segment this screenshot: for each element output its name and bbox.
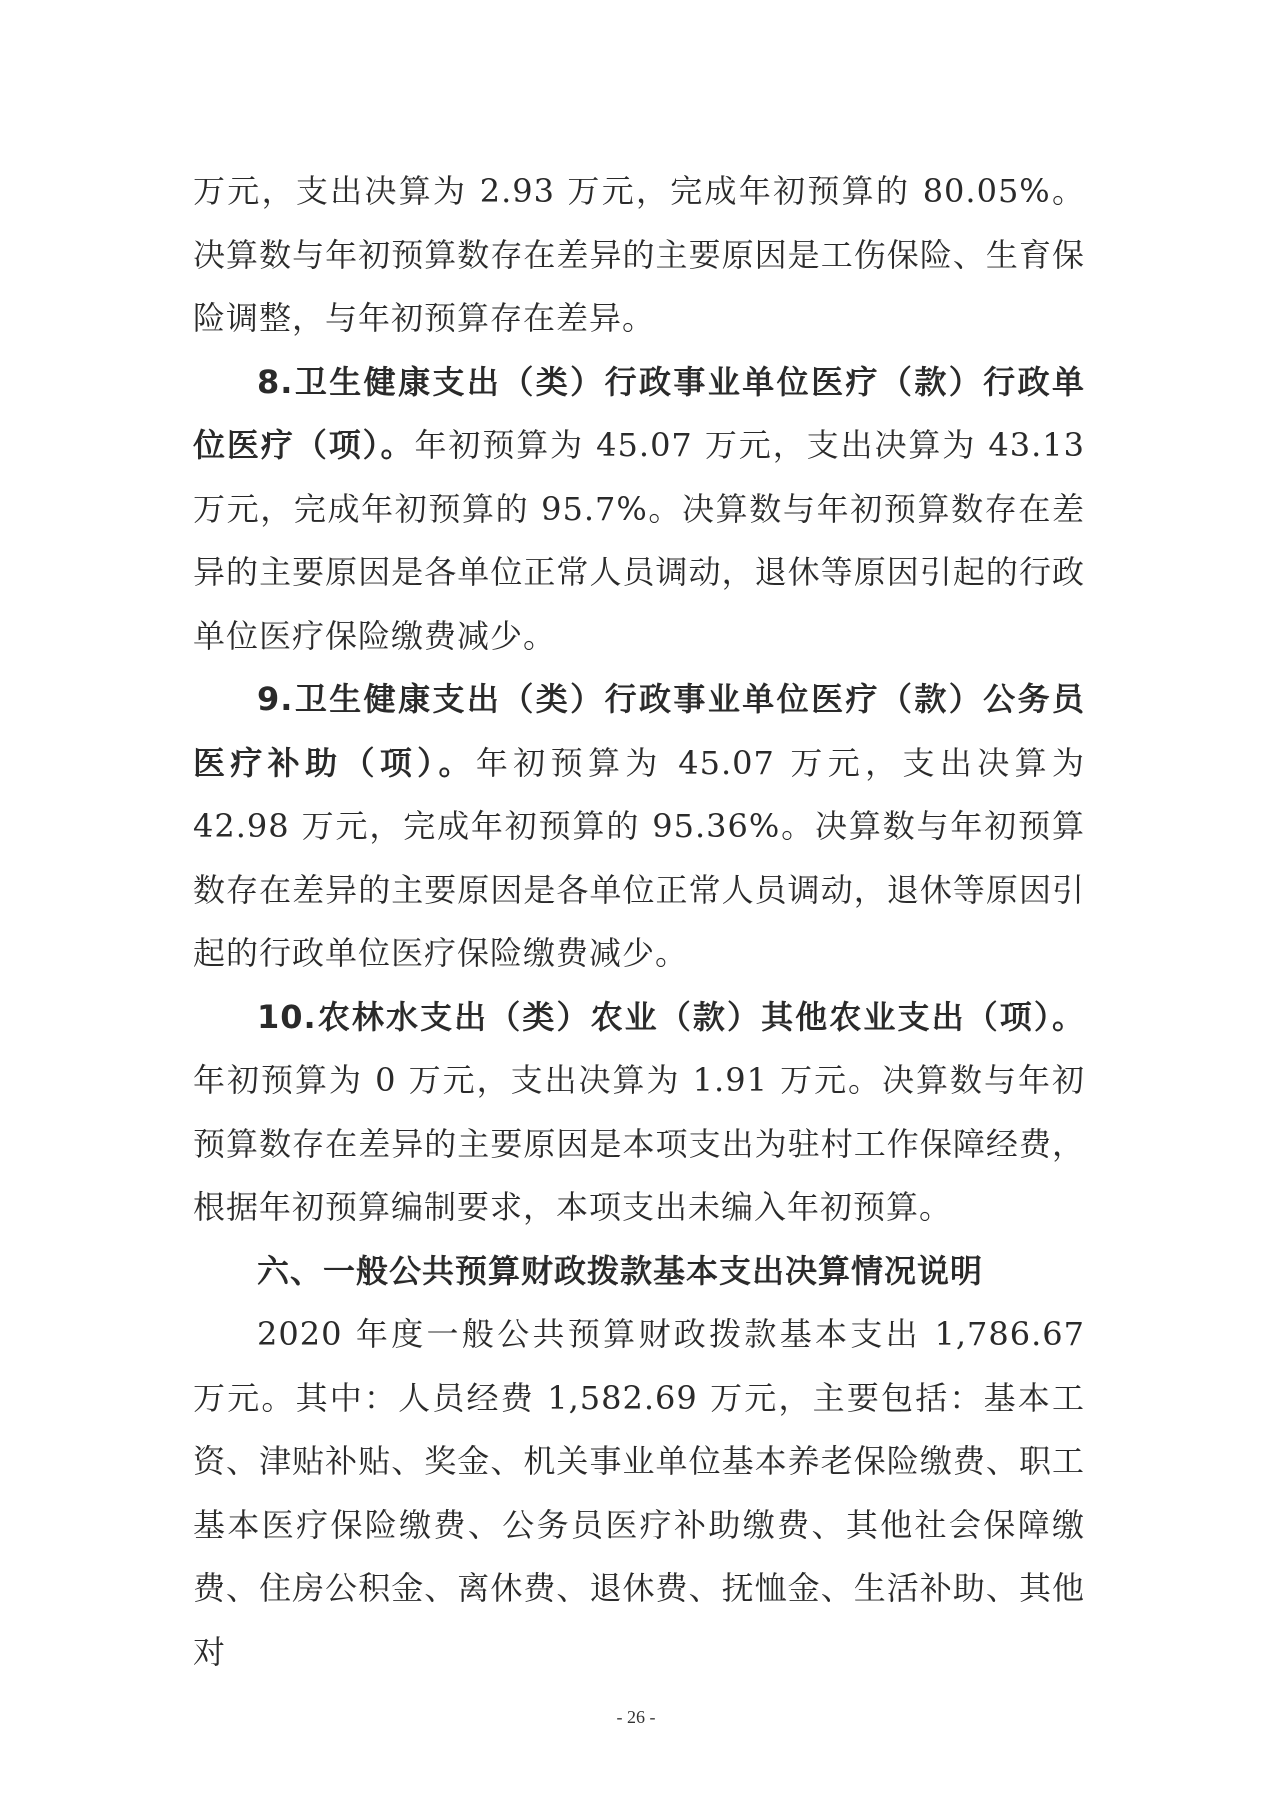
paragraph-text: 年初预算为 45.07 万元，支出决算为 43.13 万元，完成年初预算的 95.7%。决算数与年初预算数存在差异的主要原因是各单位正常人员调动，退休等原因引起的行政单位医疗保险缴费减少。	[193, 426, 1085, 655]
item-heading: 9.卫生健康支出（类）行政事业单位医疗（款）公务员医疗补助（项）。	[193, 680, 1085, 782]
paragraph-text: 年初预算为 45.07 万元，支出决算为 42.98 万元，完成年初预算的 95.36%。决算数与年初预算数存在差异的主要原因是各单位正常人员调动，退休等原因引起的行政单位医疗保险缴费减少。	[193, 743, 1085, 972]
paragraph-item-8	[193, 351, 1085, 669]
paragraph-continuation	[193, 160, 1085, 351]
paragraph-text: 万元，支出决算为 2.93 万元，完成年初预算的 80.05%。决算数与年初预算数存在差异的主要原因是工伤保险、生育保险调整，与年初预算存在差异。	[193, 172, 1085, 337]
page-number: - 26 -	[616, 1707, 656, 1727]
paragraph-text: 年初预算为 0 万元，支出决算为 1.91 万元。决算数与年初预算数存在差异的主要原因是本项支出为驻村工作保障经费，根据年初预算编制要求，本项支出未编入年初预算。	[193, 1061, 1085, 1226]
item-heading: 10.农林水支出（类）农业（款）其他农业支出（项）。	[257, 997, 1085, 1036]
paragraph-basic-expenditure: 2020 年度一般公共预算财政拨款基本支出 1,786.67 万元。其中：人员经费 1,582.69 万元，主要包括：基本工资、津贴补贴、奖金、机关事业单位基本养老保险缴费、职工基本医疗保险缴费、公务员医疗补助缴费、其他社会保障缴费、住房公积金、离休费、退休费、抚恤金、生活补助、其他对	[193, 1315, 1085, 1671]
page-content	[193, 160, 1085, 1684]
item-heading: 8.卫生健康支出（类）行政事业单位医疗（款）行政单位医疗（项）。	[193, 362, 1085, 464]
paragraph-item-9	[193, 668, 1085, 986]
paragraph-item-10	[193, 986, 1085, 1240]
section-heading: 六、一般公共预算财政拨款基本支出决算情况说明	[257, 1251, 984, 1290]
